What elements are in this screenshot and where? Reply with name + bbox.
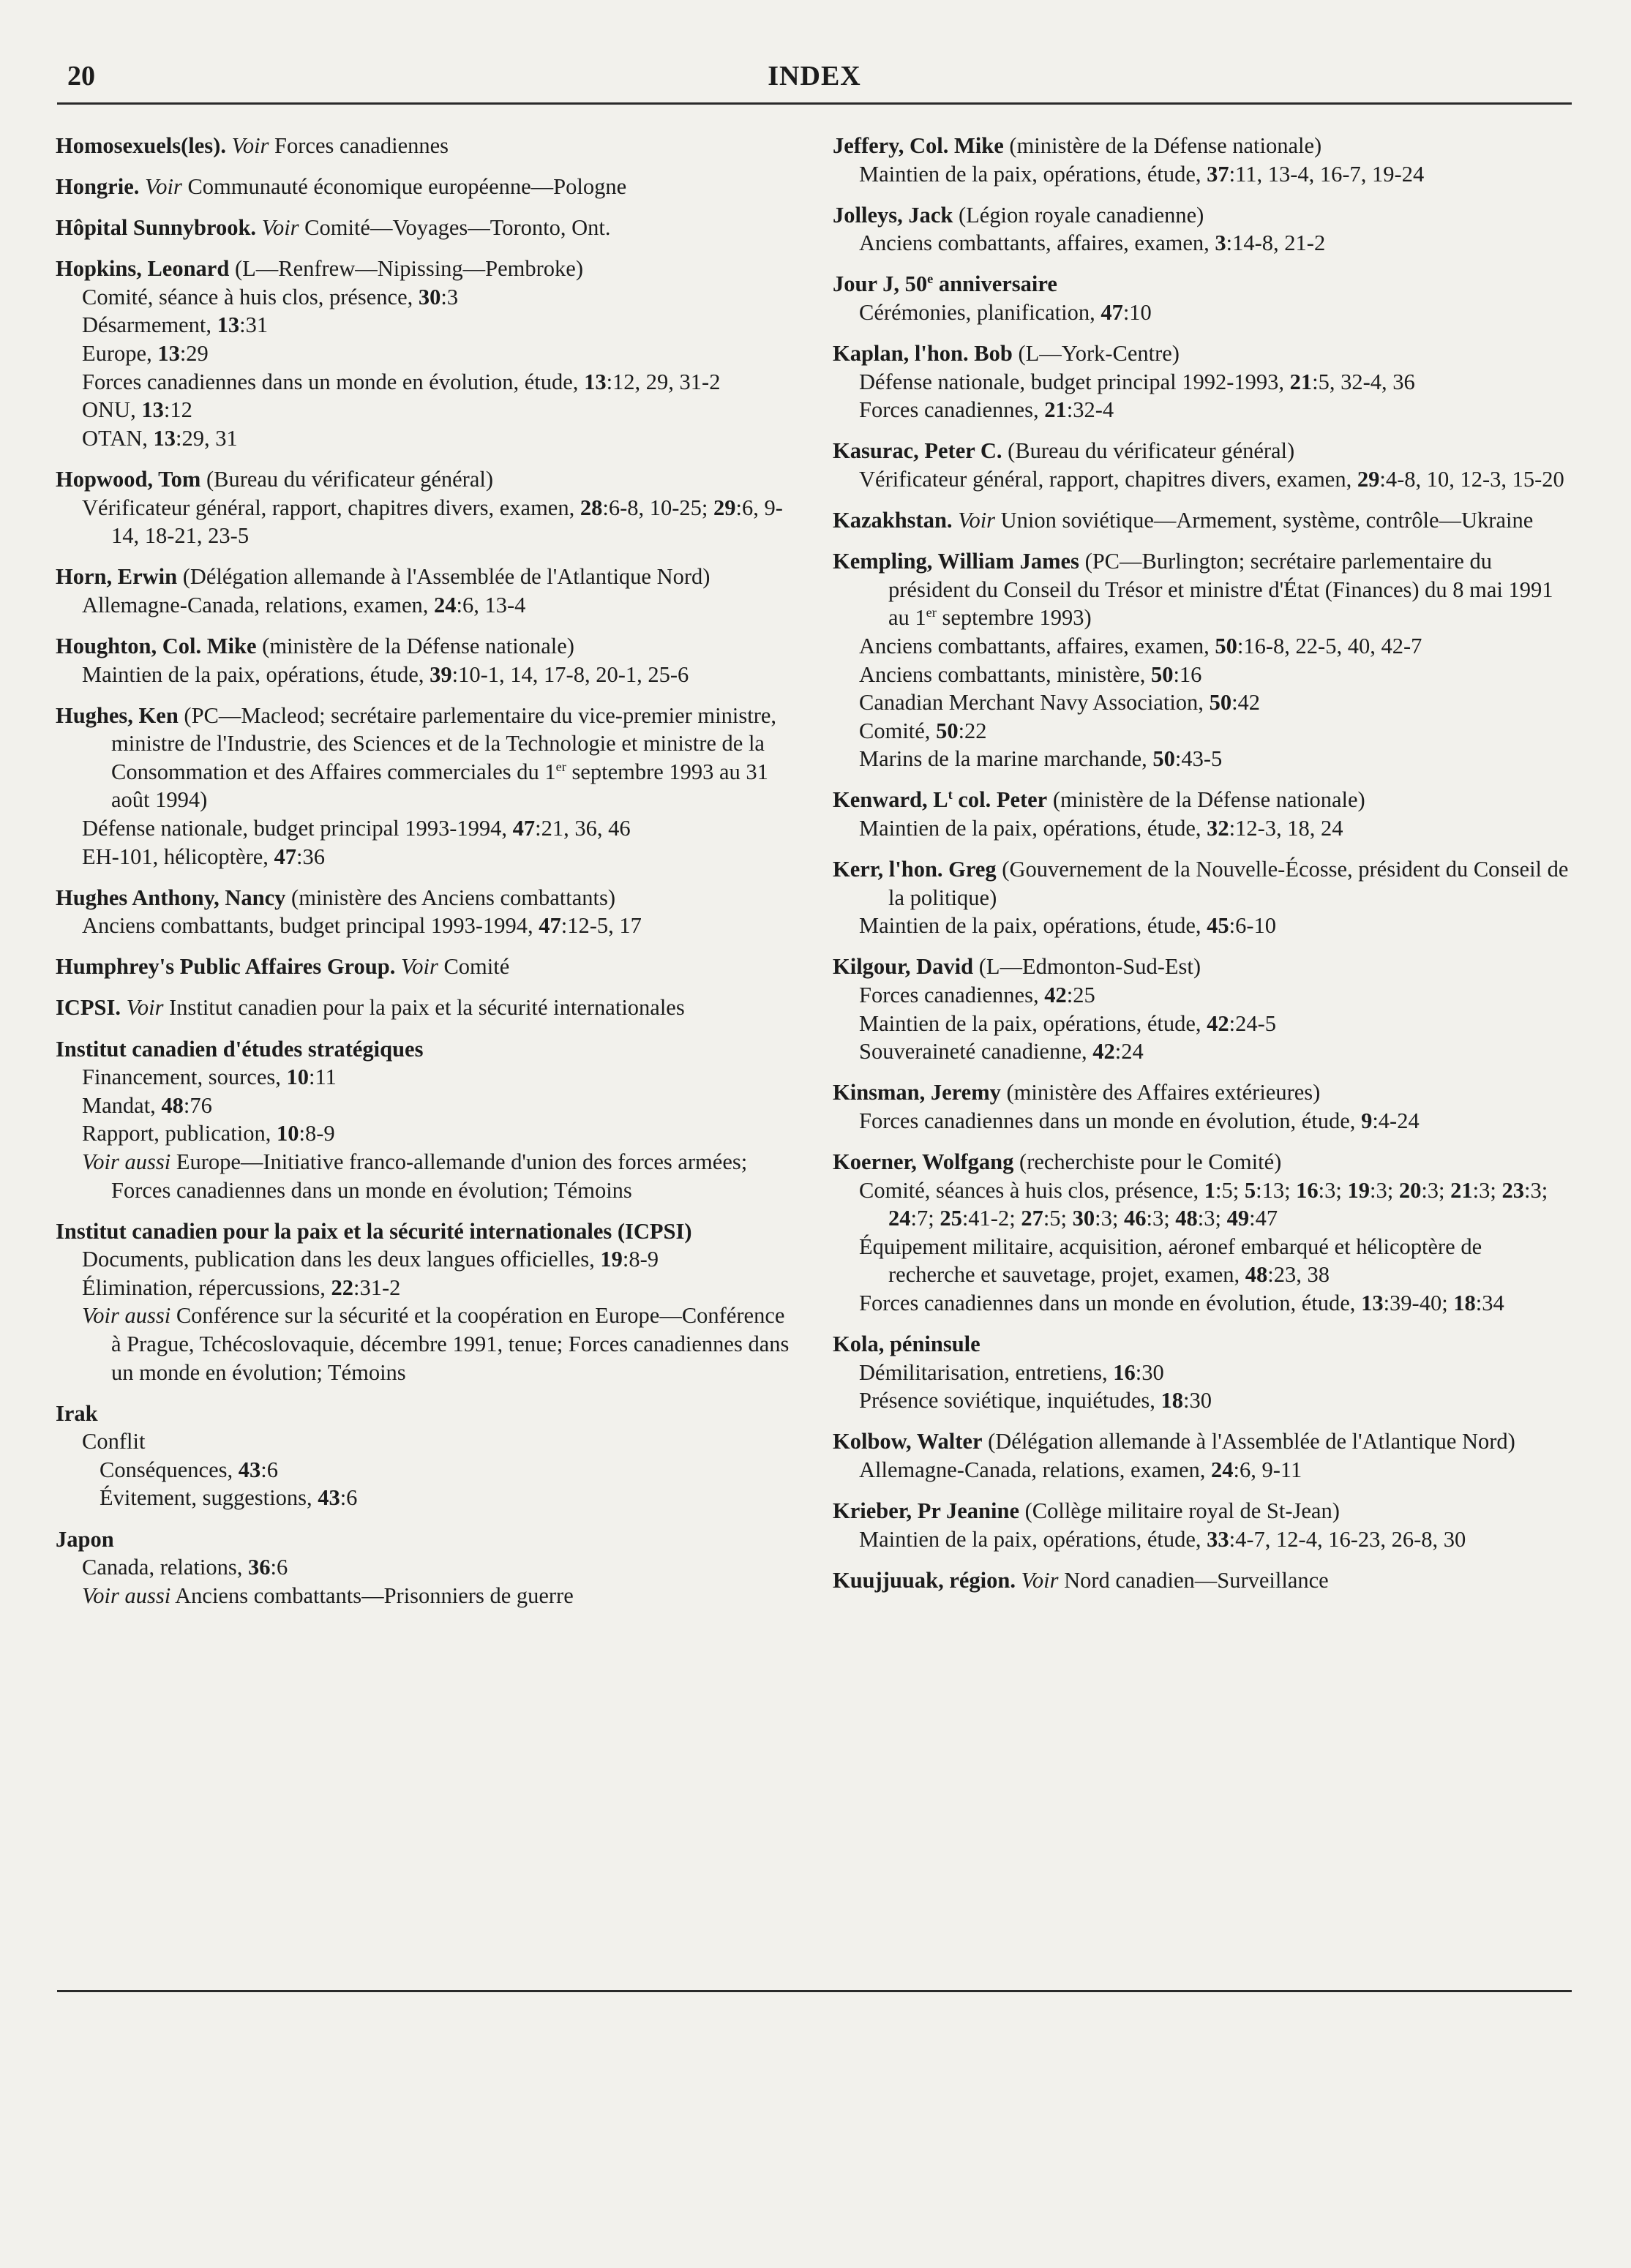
entry-description: (ministère de la Défense nationale) (256, 633, 574, 658)
entry-subheading: Maintien de la paix, opérations, étude, 39:10-1, 14, 17-8, 20-1, 25-6 (82, 661, 689, 687)
entry-heading: Jeffery, Col. Mike (833, 133, 1004, 158)
entry-description: (L—Renfrew—Nipissing—Pembroke) (229, 256, 583, 282)
entry-heading: Hughes, Ken (56, 702, 179, 728)
index-entry (833, 855, 1572, 940)
entry-heading: ICPSI. (56, 995, 121, 1021)
entry-description: (PC—Burlington; secrétaire parlementaire du président du Conseil du Trésor et ministre d'État (Finances) du 8 mai 1991 au 1er septembre 1993) (888, 549, 1553, 631)
see-reference-label: Voir (231, 133, 269, 158)
entry-subheading: OTAN, 13:29, 31 (82, 425, 238, 451)
index-entry (833, 437, 1572, 493)
entry-subheading: Maintien de la paix, opérations, étude, 32:12-3, 18, 24 (859, 815, 1343, 841)
entry-description: (Collège militaire royal de St-Jean) (1019, 1498, 1340, 1523)
entry-description: (ministère des Anciens combattants) (285, 885, 616, 910)
entry-heading: Kola, péninsule (833, 1331, 981, 1356)
entry-subheading: Comité, 50:22 (859, 718, 987, 743)
entry-heading: Kilgour, David (833, 954, 974, 980)
entry-description: (Délégation allemande à l'Assemblée de l'Atlantique Nord) (982, 1429, 1515, 1454)
index-entry (56, 1035, 795, 1205)
index-entry (833, 1566, 1572, 1595)
entry-subheading: Mandat, 48:76 (82, 1092, 212, 1118)
entry-subheading: Anciens combattants, budget principal 1993-1994, 47:12-5, 17 (82, 913, 642, 939)
entry-heading-line (56, 994, 795, 1022)
see-reference-target: Communauté économique européenne—Pologne (187, 174, 627, 200)
entry-heading-line (56, 953, 795, 981)
entry-subheading: Maintien de la paix, opérations, étude, 45:6-10 (859, 913, 1277, 939)
index-entry (833, 547, 1572, 773)
entry-subheading: Documents, publication dans les deux langues officielles, 19:8-9 (82, 1247, 659, 1272)
entry-subheading: Démilitarisation, entretiens, 16:30 (859, 1359, 1164, 1385)
entry-heading: Hongrie. (56, 174, 140, 200)
index-entry (833, 201, 1572, 258)
entry-subheading: Canadian Merchant Navy Association, 50:42 (859, 690, 1261, 716)
entry-heading-line (833, 547, 1572, 632)
see-reference-label: Voir (145, 174, 182, 200)
index-entry (56, 1217, 795, 1387)
entry-subheading: Vérificateur général, rapport, chapitres divers, examen, 28:6-8, 10-25; 29:6, 9-14, 18-21, 23-5 (82, 495, 783, 549)
entry-heading: Krieber, Pr Jeanine (833, 1498, 1019, 1523)
entry-subheading: Équipement militaire, acquisition, aéronef embarqué et hélicoptère de recherche et sauvetage, projet, examen, 48:23, 38 (859, 1233, 1482, 1288)
index-entry (833, 1148, 1572, 1318)
index-column-left (56, 132, 795, 1623)
index-entry (56, 173, 795, 201)
entry-heading: Koerner, Wolfgang (833, 1149, 1014, 1174)
entry-heading-line (56, 214, 795, 242)
index-entry (56, 632, 795, 688)
see-reference-target: Forces canadiennes (274, 133, 449, 158)
header-rule (57, 102, 1572, 105)
index-entry (56, 953, 795, 981)
index-entry (833, 132, 1572, 188)
index-entry (833, 270, 1572, 326)
see-reference-label: Voir (400, 954, 438, 980)
entry-heading-line (56, 563, 795, 591)
index-entry (56, 1525, 795, 1610)
entry-heading: Horn, Erwin (56, 564, 178, 590)
entry-description: (Bureau du vérificateur général) (1002, 438, 1295, 464)
entry-heading-line (833, 437, 1572, 465)
entry-heading: Hôpital Sunnybrook. (56, 215, 257, 241)
entry-subheading: Rapport, publication, 10:8-9 (82, 1121, 335, 1146)
index-entry (56, 884, 795, 940)
entry-subheading: Conséquences, 43:6 (100, 1457, 278, 1482)
index-entry (833, 786, 1572, 842)
entry-heading: Institut canadien pour la paix et la sécurité internationales (ICPSI) (56, 1218, 692, 1244)
entry-subheading: Défense nationale, budget principal 1993-1994, 47:21, 36, 46 (82, 815, 631, 841)
see-reference-label: Voir (1021, 1567, 1059, 1593)
entry-description: (Bureau du vérificateur général) (200, 466, 494, 492)
entry-heading: Humphrey's Public Affaires Group. (56, 954, 396, 980)
entry-heading: Hopkins, Leonard (56, 256, 230, 282)
index-entry (56, 132, 795, 160)
entry-description: (Légion royale canadienne) (953, 202, 1204, 228)
index-entry (56, 1400, 795, 1512)
entry-subheading: Forces canadiennes, 42:25 (859, 982, 1095, 1007)
page-header (57, 57, 1572, 101)
entry-subheading: Présence soviétique, inquiétudes, 18:30 (859, 1388, 1212, 1413)
entry-heading-line (56, 465, 795, 494)
entry-heading-line (833, 506, 1572, 535)
entry-heading-line (833, 786, 1572, 814)
entry-heading-line (56, 1525, 795, 1554)
index-entry (56, 465, 795, 550)
entry-heading: Kerr, l'hon. Greg (833, 857, 997, 882)
entry-subheading: Cérémonies, planification, 47:10 (859, 299, 1152, 325)
entry-heading-line (833, 855, 1572, 912)
entry-subheading: Maintien de la paix, opérations, étude, 42:24-5 (859, 1010, 1277, 1036)
entry-subheading: Allemagne-Canada, relations, examen, 24:6, 9-11 (859, 1457, 1302, 1482)
index-entry (56, 255, 795, 452)
entry-description: (Délégation allemande à l'Assemblée de l'Atlantique Nord) (177, 564, 710, 590)
entry-heading-line (833, 953, 1572, 981)
entry-subheading: Voir aussi Anciens combattants—Prisonniers de guerre (82, 1582, 574, 1608)
entry-heading-line (833, 132, 1572, 160)
entry-heading: Japon (56, 1526, 114, 1552)
entry-heading-line (56, 884, 795, 912)
entry-subheading: Canada, relations, 36:6 (82, 1555, 288, 1580)
index-entry (833, 1078, 1572, 1135)
entry-subheading: Souveraineté canadienne, 42:24 (859, 1039, 1144, 1064)
entry-subheading: Voir aussi Europe—Initiative franco-allemande d'union des forces armées; Forces canadiennes dans un monde en évolution; Témoins (82, 1149, 748, 1203)
entry-subheading: Maintien de la paix, opérations, étude, 37:11, 13-4, 16-7, 19-24 (859, 161, 1425, 187)
entry-subheading: Maintien de la paix, opérations, étude, 33:4-7, 12-4, 16-23, 26-8, 30 (859, 1526, 1466, 1552)
entry-heading-line (833, 1427, 1572, 1456)
see-reference-target: Comité—Voyages—Toronto, Ont. (304, 215, 611, 241)
index-entry (56, 563, 795, 619)
see-reference-label: Voir (958, 508, 996, 533)
entry-description: (L—Edmonton-Sud-Est) (973, 954, 1201, 980)
entry-heading-line (56, 1217, 795, 1246)
entry-description: (ministère de la Défense nationale) (1047, 787, 1365, 813)
see-reference-target: Comité (443, 954, 510, 980)
index-entry (833, 953, 1572, 1065)
entry-heading-line (56, 1035, 795, 1064)
entry-heading: Jour J, 50e anniversaire (833, 271, 1057, 297)
entry-heading: Institut canadien d'études stratégiques (56, 1036, 424, 1062)
entry-subheading: Anciens combattants, affaires, examen, 3:14-8, 21-2 (859, 230, 1326, 256)
entry-subheading: Europe, 13:29 (82, 341, 209, 367)
entry-heading: Kazakhstan. (833, 508, 953, 533)
entry-subheading: Comité, séances à huis clos, présence, 1:5; 5:13; 16:3; 19:3; 20:3; 21:3; 23:3; 24:7; 25:41-2; 27:5; 30:3; 46:3; 48:3; 49:47 (859, 1177, 1548, 1231)
entry-heading: Homosexuels(les). (56, 133, 226, 158)
entry-heading: Kempling, William James (833, 549, 1079, 574)
entry-subheading: Évitement, suggestions, 43:6 (100, 1485, 358, 1511)
index-entry (833, 1497, 1572, 1553)
entry-heading-line (833, 1330, 1572, 1359)
entry-subheading: Désarmement, 13:31 (82, 312, 269, 338)
entry-description: (Gouvernement de la Nouvelle-Écosse, président du Conseil de la politique) (888, 857, 1569, 910)
running-head: INDEX (768, 61, 861, 91)
see-reference-target: Nord canadien—Surveillance (1064, 1567, 1329, 1593)
entry-subheading: Forces canadiennes, 21:32-4 (859, 397, 1114, 423)
see-reference-target: Institut canadien pour la paix et la sécurité internationales (169, 995, 685, 1021)
entry-description: (ministère de la Défense nationale) (1003, 133, 1322, 158)
entry-heading-line (56, 255, 795, 283)
entry-subheading: Comité, séance à huis clos, présence, 30:3 (82, 284, 459, 309)
entry-heading: Kolbow, Walter (833, 1429, 983, 1454)
entry-heading: Irak (56, 1400, 98, 1426)
entry-description: (PC—Macleod; secrétaire parlementaire du vice-premier ministre, ministre de l'Industrie, des Sciences et de la Technologie et ministre de la Consommation et des Affaires commerciales du 1er septembre 1993 au 31 août 1994) (111, 702, 777, 813)
entry-heading: Kasurac, Peter C. (833, 438, 1002, 464)
entry-subheading: ONU, 13:12 (82, 397, 192, 423)
entry-subheading: Forces canadiennes dans un monde en évolution, étude, 13:39-40; 18:34 (859, 1290, 1504, 1315)
entry-heading: Hughes Anthony, Nancy (56, 885, 286, 910)
page-number: 20 (67, 61, 95, 91)
entry-description: (ministère des Affaires extérieures) (1000, 1080, 1321, 1105)
entry-subheading: Vérificateur général, rapport, chapitres divers, examen, 29:4-8, 10, 12-3, 15-20 (859, 466, 1564, 492)
index-entry (56, 702, 795, 871)
entry-subheading: Anciens combattants, ministère, 50:16 (859, 661, 1202, 687)
entry-heading: Houghton, Col. Mike (56, 633, 257, 658)
see-reference-label: Voir (261, 215, 299, 241)
entry-heading-line (833, 1497, 1572, 1525)
entry-subheading: Conflit (82, 1429, 146, 1454)
see-reference-target: Union soviétique—Armement, système, contrôle—Ukraine (1000, 508, 1534, 533)
index-entry (56, 214, 795, 242)
entry-heading: Kuujjuuak, région. (833, 1567, 1016, 1593)
index-entry (833, 506, 1572, 535)
entry-subheading: Allemagne-Canada, relations, examen, 24:6, 13-4 (82, 592, 526, 617)
index-entry (56, 994, 795, 1022)
entry-subheading: Marins de la marine marchande, 50:43-5 (859, 746, 1223, 772)
entry-heading-line (56, 632, 795, 661)
entry-heading-line (833, 339, 1572, 368)
footer-rule (57, 1990, 1572, 1992)
index-entry (833, 1330, 1572, 1415)
entry-subheading: Forces canadiennes dans un monde en évolution, étude, 13:12, 29, 31-2 (82, 369, 721, 394)
entry-subheading: Élimination, répercussions, 22:31-2 (82, 1274, 401, 1300)
entry-heading-line (833, 270, 1572, 298)
entry-heading: Kaplan, l'hon. Bob (833, 341, 1013, 367)
entry-subheading: EH-101, hélicoptère, 47:36 (82, 844, 326, 869)
entry-heading-line (833, 1148, 1572, 1176)
index-column-right (833, 132, 1572, 1607)
entry-heading-line (56, 1400, 795, 1428)
entry-subheading: Défense nationale, budget principal 1992-1993, 21:5, 32-4, 36 (859, 369, 1415, 394)
entry-heading-line (56, 132, 795, 160)
entry-heading-line (56, 702, 795, 814)
entry-heading: Hopwood, Tom (56, 466, 201, 492)
entry-heading: Jolleys, Jack (833, 202, 953, 228)
entry-heading: Kenward, $L^t$ col. Peter (833, 787, 1048, 813)
entry-heading-line (56, 173, 795, 201)
index-entry (833, 339, 1572, 424)
entry-subheading: Financement, sources, 10:11 (82, 1064, 337, 1090)
entry-heading: Kinsman, Jeremy (833, 1080, 1001, 1105)
entry-subheading: Anciens combattants, affaires, examen, 50:16-8, 22-5, 40, 42-7 (859, 633, 1422, 658)
entry-subheading: Forces canadiennes dans un monde en évolution, étude, 9:4-24 (859, 1108, 1420, 1133)
entry-description: (L—York-Centre) (1012, 341, 1180, 367)
index-entry (833, 1427, 1572, 1484)
entry-heading-line (833, 1078, 1572, 1107)
entry-heading-line (833, 1566, 1572, 1595)
entry-subheading: Voir aussi Conférence sur la sécurité et la coopération en Europe—Conférence à Prague, Tchécoslovaquie, décembre 1991, tenue; Forces canadiennes dans un monde en évolution; Témoins (82, 1303, 790, 1385)
entry-description: (recherchiste pour le Comité) (1013, 1149, 1282, 1174)
entry-heading-line (833, 201, 1572, 230)
see-reference-label: Voir (126, 995, 164, 1021)
